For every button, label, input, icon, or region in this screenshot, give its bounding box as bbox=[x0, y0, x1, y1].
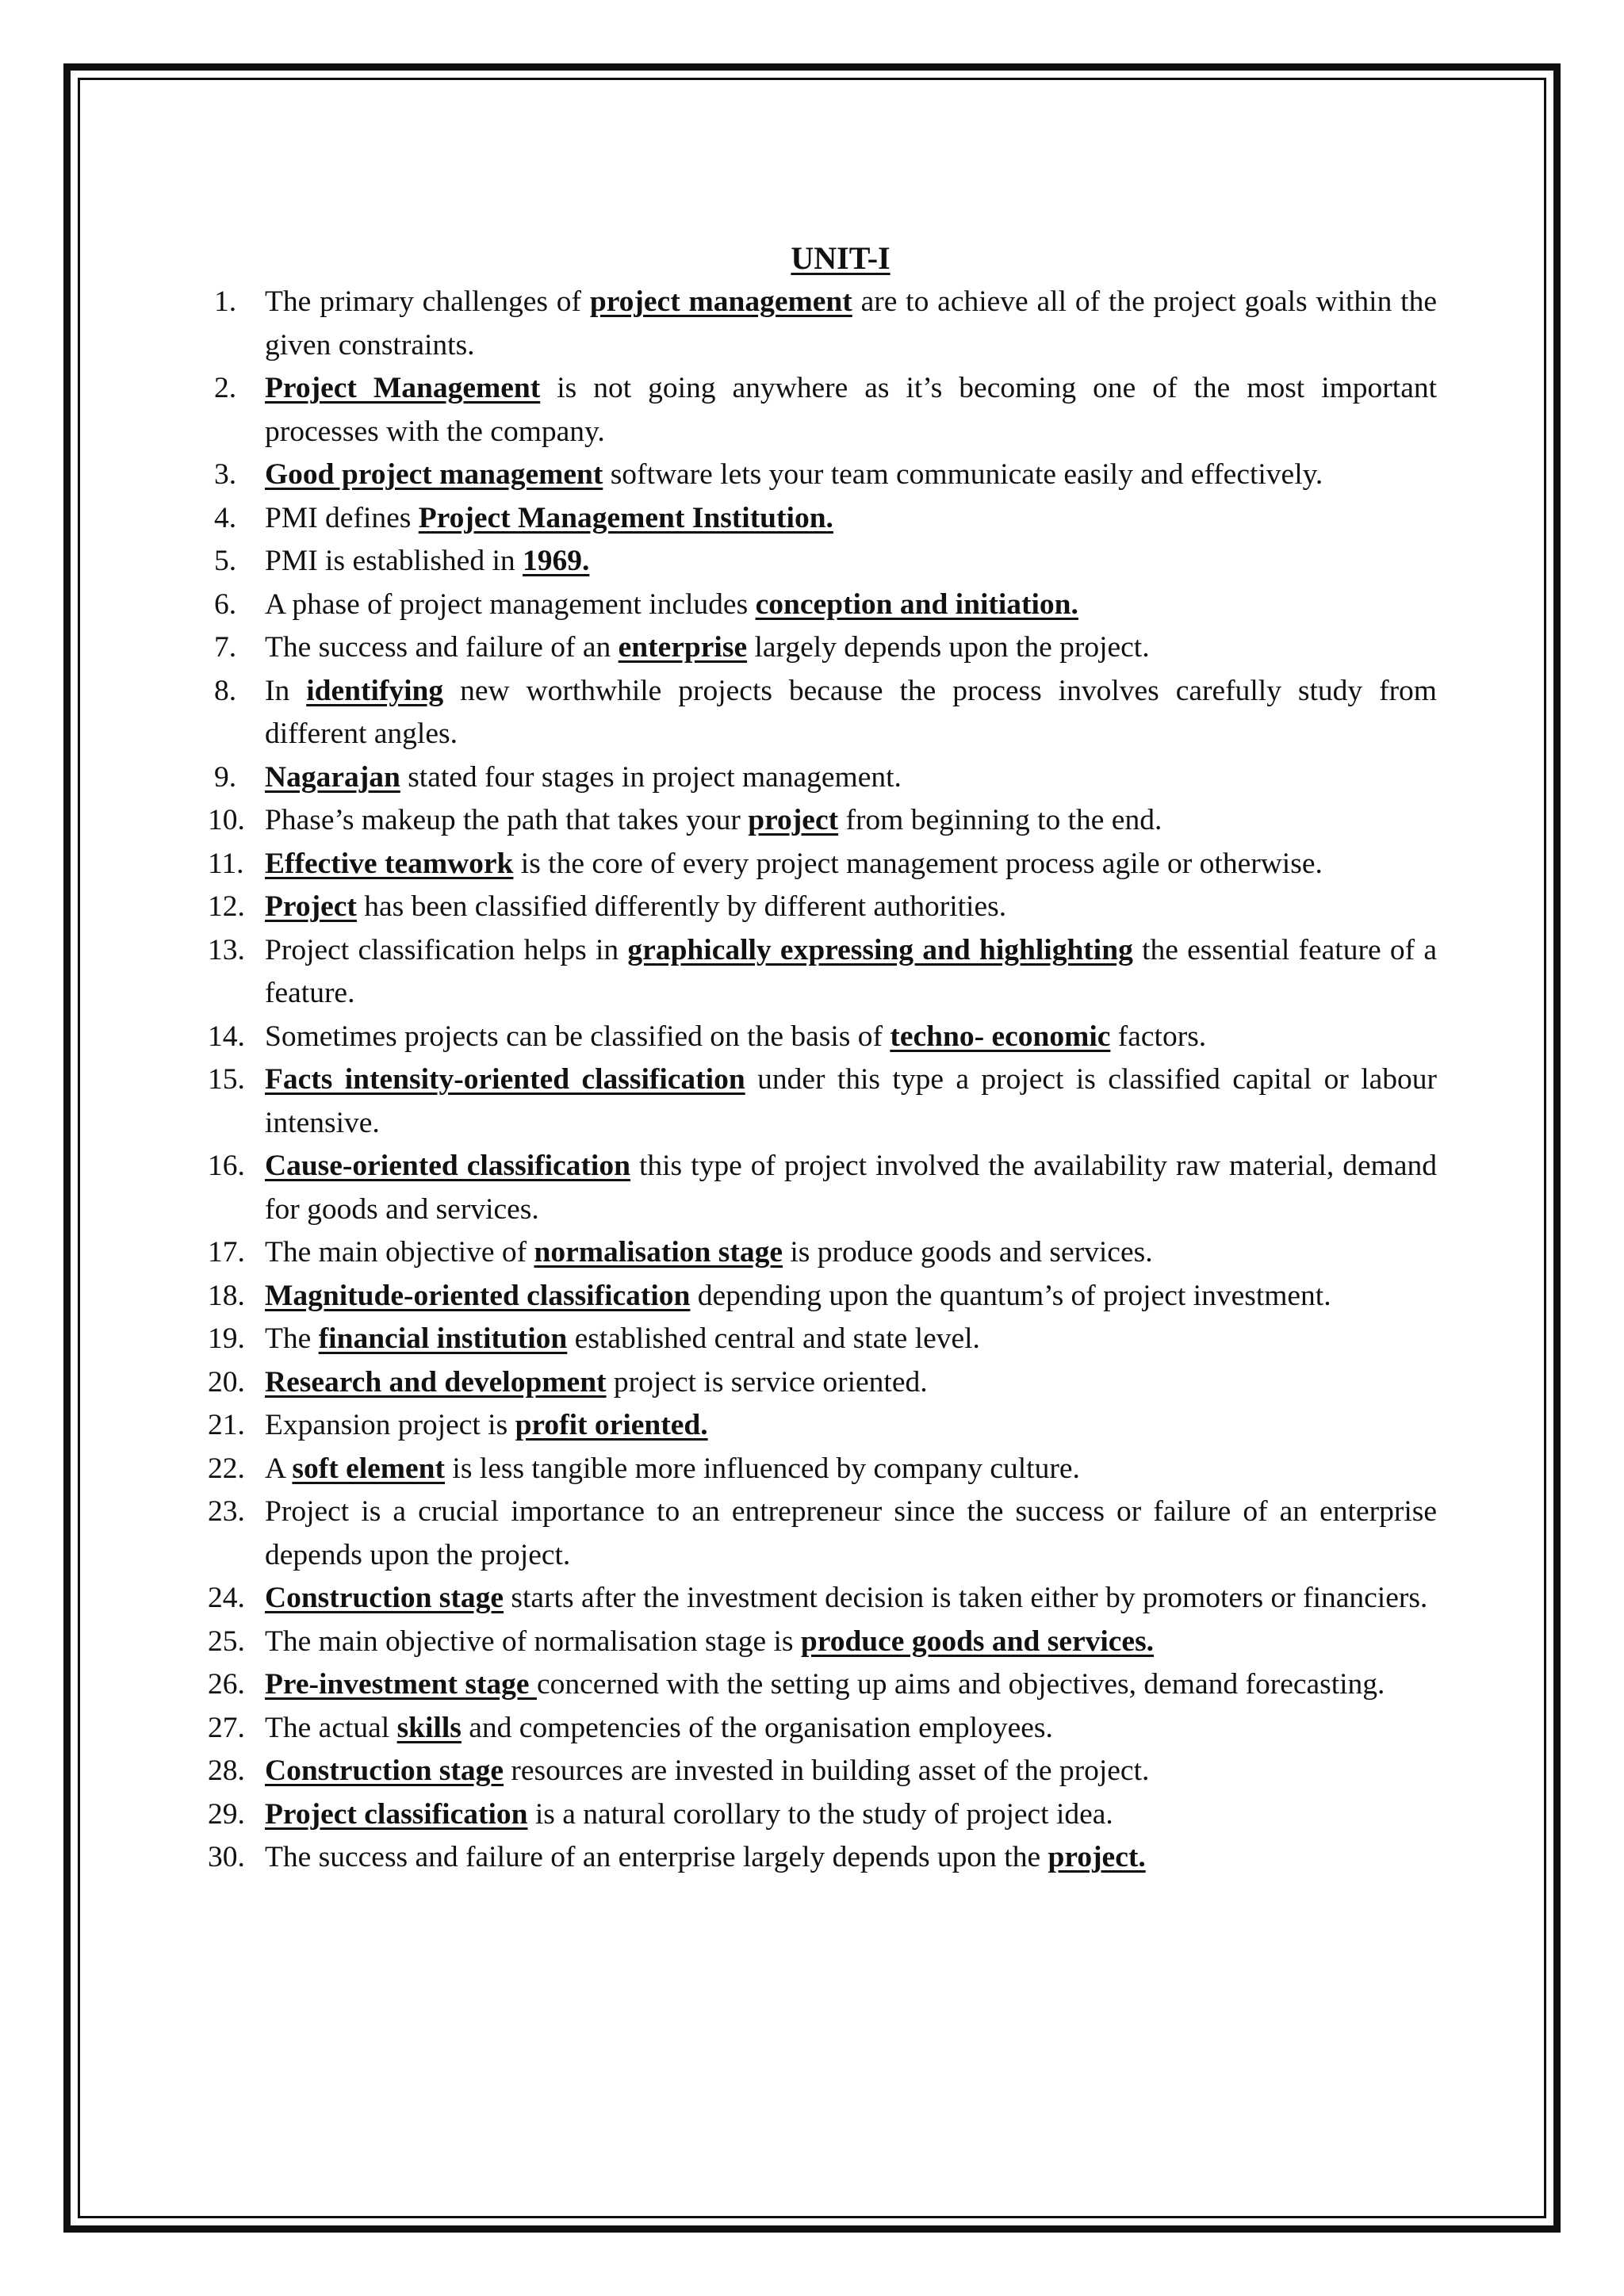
item-text-after: is the core of every project management process agile or otherwise. bbox=[513, 847, 1323, 880]
list-item bbox=[0, 1750, 1437, 1793]
list-item bbox=[0, 1058, 1437, 1145]
item-number: 27. bbox=[208, 1711, 245, 1744]
item-text-before: Project is a crucial importance to an entrepreneur since the success or failure of an enterprise depends upon the project. bbox=[265, 1495, 1437, 1571]
unit-heading: UNIT-I bbox=[791, 240, 891, 276]
item-text-after: software lets your team communicate easily and effectively. bbox=[603, 458, 1323, 491]
list-item bbox=[0, 1577, 1437, 1621]
item-text-after: stated four stages in project management. bbox=[400, 760, 902, 794]
item-text-before: Phase’s makeup the path that takes your bbox=[265, 804, 749, 836]
item-number: 21. bbox=[208, 1409, 245, 1441]
item-number: 14. bbox=[208, 1020, 245, 1053]
item-text-before: The success and failure of an bbox=[265, 631, 619, 664]
list-item bbox=[0, 1318, 1437, 1361]
list-item bbox=[0, 540, 1437, 584]
item-answer: Magnitude-oriented classification bbox=[265, 1279, 691, 1312]
item-answer: project. bbox=[1048, 1841, 1146, 1873]
item-answer: skills bbox=[396, 1711, 462, 1744]
item-text-after: resources are invested in building asset of the project. bbox=[504, 1755, 1150, 1787]
item-answer: identifying bbox=[306, 674, 444, 707]
item-answer: enterprise bbox=[618, 631, 748, 664]
item-text-after: depending upon the quantum’s of project investment. bbox=[690, 1279, 1331, 1312]
item-number: 13. bbox=[208, 933, 245, 966]
list-item bbox=[0, 1663, 1437, 1707]
item-text-before: The actual bbox=[265, 1711, 397, 1744]
list-item bbox=[0, 843, 1437, 886]
item-text-before: Sometimes projects can be classified on the basis of bbox=[265, 1020, 891, 1053]
item-number: 17. bbox=[208, 1236, 245, 1269]
list-item bbox=[0, 929, 1437, 1016]
item-number: 7. bbox=[214, 631, 237, 664]
list-item bbox=[0, 1231, 1437, 1275]
item-number: 29. bbox=[208, 1797, 245, 1831]
item-text-after: is produce goods and services. bbox=[783, 1236, 1153, 1269]
list-item bbox=[0, 281, 1437, 367]
list-item bbox=[0, 497, 1437, 541]
item-number: 22. bbox=[208, 1452, 245, 1485]
item-text-before: The main objective of bbox=[265, 1236, 534, 1269]
list-item bbox=[0, 886, 1437, 929]
item-text-before: The primary challenges of bbox=[265, 285, 590, 318]
item-answer: financial institution bbox=[318, 1322, 568, 1355]
item-answer: graphically expressing and highlighting bbox=[627, 933, 1133, 966]
list-item bbox=[0, 1361, 1437, 1405]
item-answer: Project bbox=[265, 890, 357, 923]
item-answer: profit oriented. bbox=[515, 1409, 708, 1441]
item-number: 5. bbox=[214, 545, 237, 577]
item-number: 28. bbox=[208, 1755, 245, 1787]
item-text-after: this type of project involved the availability raw material, demand for goods and services. bbox=[265, 1150, 1437, 1226]
item-text-after: is less tangible more influenced by company culture. bbox=[445, 1452, 1080, 1485]
item-number: 24. bbox=[208, 1582, 245, 1614]
item-text-before: Project classification helps in bbox=[265, 933, 628, 966]
item-answer: Construction stage bbox=[265, 1582, 504, 1614]
list-item bbox=[0, 1621, 1437, 1664]
item-text-after: concerned with the setting up aims and objectives, demand forecasting. bbox=[536, 1668, 1385, 1701]
item-text-after: from beginning to the end. bbox=[838, 804, 1162, 836]
item-number: 16. bbox=[208, 1150, 245, 1182]
list-item bbox=[0, 1490, 1437, 1577]
item-answer: techno- economic bbox=[890, 1020, 1111, 1053]
item-number: 12. bbox=[208, 890, 245, 923]
item-number: 26. bbox=[208, 1668, 245, 1701]
item-answer: Project Management bbox=[265, 372, 541, 404]
item-answer: Cause-oriented classification bbox=[265, 1150, 630, 1182]
item-number: 9. bbox=[214, 760, 237, 794]
item-answer: 1969. bbox=[523, 545, 590, 577]
list-item bbox=[0, 367, 1437, 453]
item-number: 30. bbox=[208, 1841, 245, 1873]
item-number: 3. bbox=[214, 458, 237, 491]
list-item bbox=[0, 756, 1437, 800]
item-text-before: In bbox=[265, 674, 307, 707]
list-item bbox=[0, 1145, 1437, 1231]
item-number: 6. bbox=[214, 587, 237, 621]
item-answer: Facts intensity-oriented classification bbox=[265, 1063, 745, 1096]
item-number: 18. bbox=[208, 1279, 245, 1312]
item-text-after: and competencies of the organisation employees. bbox=[461, 1711, 1053, 1744]
list-item bbox=[0, 626, 1437, 670]
item-text-after: established central and state level. bbox=[567, 1322, 980, 1355]
item-answer: Good project management bbox=[265, 458, 603, 491]
item-text-before: A phase of project management includes bbox=[265, 587, 756, 621]
item-number: 4. bbox=[214, 501, 237, 534]
item-text-before: The success and failure of an enterprise largely depends upon the bbox=[265, 1841, 1048, 1873]
item-text-before: The bbox=[265, 1322, 319, 1355]
item-answer: Project Management Institution. bbox=[418, 501, 833, 534]
item-text-before: PMI is established in bbox=[265, 545, 523, 577]
item-text-before: Expansion project is bbox=[265, 1409, 515, 1441]
item-text-after: starts after the investment decision is taken either by promoters or financiers. bbox=[504, 1582, 1428, 1614]
question-list bbox=[0, 281, 1624, 1880]
item-answer: produce goods and services. bbox=[800, 1624, 1155, 1658]
item-text-after: the essential feature of a feature. bbox=[265, 933, 1438, 1009]
item-number: 23. bbox=[208, 1495, 245, 1528]
item-answer: soft element bbox=[292, 1452, 446, 1485]
list-item bbox=[0, 453, 1437, 497]
item-number: 11. bbox=[208, 847, 244, 880]
item-number: 15. bbox=[208, 1063, 245, 1096]
item-text-after: new worthwhile projects because the process involves carefully study from different angles. bbox=[265, 674, 1437, 750]
item-text-before: The main objective of normalisation stage is bbox=[265, 1624, 801, 1658]
item-answer: Pre-investment stage bbox=[265, 1668, 537, 1701]
item-text-after: are to achieve all of the project goals within the given constraints. bbox=[265, 285, 1437, 362]
list-item bbox=[0, 1836, 1437, 1880]
list-item bbox=[0, 1016, 1437, 1059]
item-text-after: factors. bbox=[1110, 1020, 1207, 1053]
item-answer: project management bbox=[589, 285, 852, 318]
list-item bbox=[0, 1448, 1437, 1491]
item-text-before: PMI defines bbox=[265, 501, 419, 534]
list-item bbox=[0, 1404, 1437, 1448]
item-text-after: largely depends upon the project. bbox=[747, 631, 1150, 664]
item-number: 19. bbox=[208, 1322, 245, 1355]
list-item bbox=[0, 1275, 1437, 1318]
item-text-after: is a natural corollary to the study of project idea. bbox=[527, 1797, 1113, 1831]
item-text-after: under this type a project is classified capital or labour intensive. bbox=[265, 1063, 1437, 1139]
item-answer: project bbox=[748, 804, 839, 836]
item-number: 1. bbox=[214, 285, 237, 318]
item-answer: Effective teamwork bbox=[265, 847, 514, 880]
item-number: 25. bbox=[208, 1624, 245, 1658]
item-number: 8. bbox=[214, 674, 237, 707]
list-item bbox=[0, 1793, 1437, 1837]
item-answer: conception and initiation. bbox=[755, 587, 1078, 621]
item-answer: Construction stage bbox=[265, 1755, 504, 1787]
item-text-before: A bbox=[265, 1452, 293, 1485]
list-item bbox=[0, 799, 1437, 843]
item-number: 10. bbox=[208, 804, 245, 836]
item-text-after: project is service oriented. bbox=[606, 1365, 928, 1399]
item-answer: Nagarajan bbox=[265, 760, 400, 794]
item-text-after: has been classified differently by different authorities. bbox=[356, 890, 1007, 923]
list-item bbox=[0, 1707, 1437, 1751]
item-number: 20. bbox=[208, 1365, 245, 1399]
item-text-after: is not going anywhere as it’s becoming one of the most important processes with the company. bbox=[265, 372, 1438, 448]
list-item bbox=[0, 584, 1437, 627]
item-number: 2. bbox=[214, 372, 237, 404]
item-answer: Research and development bbox=[265, 1365, 607, 1399]
item-answer: normalisation stage bbox=[534, 1236, 783, 1269]
list-item bbox=[0, 670, 1437, 756]
item-answer: Project classification bbox=[265, 1797, 528, 1831]
